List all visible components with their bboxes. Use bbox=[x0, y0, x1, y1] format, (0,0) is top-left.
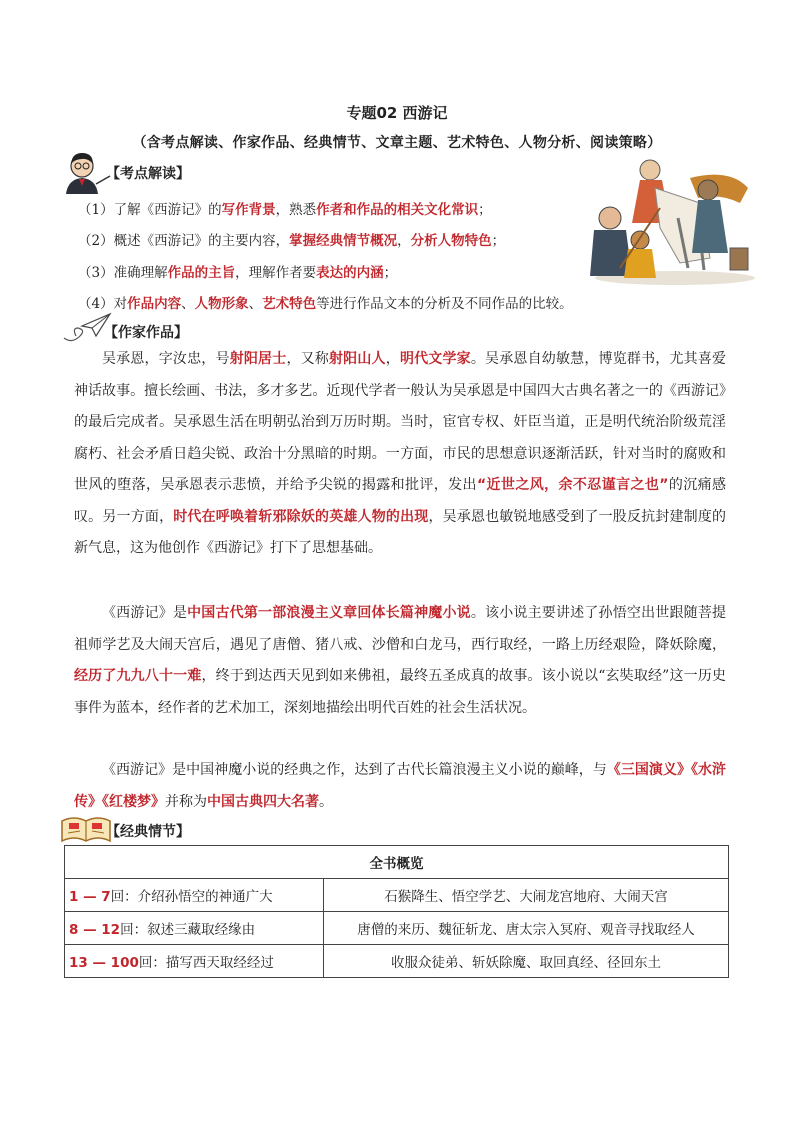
book-icon bbox=[60, 813, 112, 845]
table-header: 全书概览 bbox=[65, 846, 729, 879]
objective-4: （4）对作品内容、人物形象、艺术特色等进行作品文本的分析及不同作品的比较。 bbox=[78, 296, 573, 312]
section-heading-author-works: 【作家作品】 bbox=[104, 325, 188, 341]
table-row: 8 — 12回：叙述三藏取经缘由 唐僧的来历、魏征斩龙、唐太宗入冥府、观音寻找取经人 bbox=[65, 912, 729, 945]
classics-paragraph: 《西游记》是中国神魔小说的经典之作，达到了古代长篇浪漫主义小说的巅峰，与《三国演义》《水浒传》《红楼梦》并称为中国古典四大名著。 bbox=[74, 762, 727, 810]
page-title: 专题02 西游记 bbox=[346, 104, 448, 122]
teacher-icon bbox=[60, 150, 112, 196]
page-subtitle: （含考点解读、作家作品、经典情节、文章主题、艺术特色、人物分析、阅读策略） bbox=[132, 135, 662, 151]
objective-3: （3）准确理解作品的主旨，理解作者要表达的内涵； bbox=[78, 265, 398, 281]
author-paragraph: 吴承恩，字汝忠，号射阳居士，又称射阳山人，明代文学家。吴承恩自幼敏慧，博览群书，尤其喜爱神话故事。擅长绘画、书法，多才多艺。近现代学者一般认为吴承恩是中国四大古典名著之一的《西游记》的最后完成者。吴承恩生活在明朝弘治到万历时期。当时，宦官专权、奸臣当道，正是明代统治阶级荒淫腐朽、社会矛盾日趋尖锐、政治十分黑暗的时期。一方面，市民的思想意识逐渐活跃，针对当时的腐败和世风的堕落，吴承恩表示悲愤，并给予尖锐的揭露和批评，发出“近世之风，余不忍谨言之也”的沉痛感叹。另一方面，时代在呼唤着斩邪除妖的英雄人物的出现，吴承恩也敏锐地感受到了一股反抗封建制度的新气息，这为他创作《西游记》打下了思想基础。 bbox=[74, 351, 727, 556]
section-heading-exam-points: 【考点解读】 bbox=[106, 166, 190, 182]
objective-1: （1）了解《西游记》的写作背景，熟悉作者和作品的相关文化常识； bbox=[78, 202, 492, 218]
novel-paragraph: 《西游记》是中国古代第一部浪漫主义章回体长篇神魔小说。该小说主要讲述了孙悟空出世跟随菩提祖师学艺及大闹天宫后，遇见了唐僧、猪八戒、沙僧和白龙马，西行取经，一路上历经艰险，降妖除魔，经历了九九八十一难，终于到达西天见到如来佛祖，最终五圣成真的故事。该小说以“玄奘取经”这一历史事件为蓝本，经作者的艺术加工，深刻地描绘出明代百姓的社会生活状况。 bbox=[74, 605, 727, 716]
section-heading-classic-plots: 【经典情节】 bbox=[106, 824, 190, 840]
table-header-row bbox=[65, 846, 729, 879]
journey-to-the-west-illustration bbox=[580, 148, 760, 288]
table-row: 1 — 7回：介绍孙悟空的神通广大 石猴降生、悟空学艺、大闹龙宫地府、大闹天宫 bbox=[65, 879, 729, 912]
plot-overview-table bbox=[64, 845, 729, 978]
table-row: 13 — 100回：描写西天取经经过 收服众徒弟、斩妖除魔、取回真经、径回东土 bbox=[65, 945, 729, 978]
objective-2: （2）概述《西游记》的主要内容，掌握经典情节概况，分析人物特色； bbox=[78, 233, 506, 249]
